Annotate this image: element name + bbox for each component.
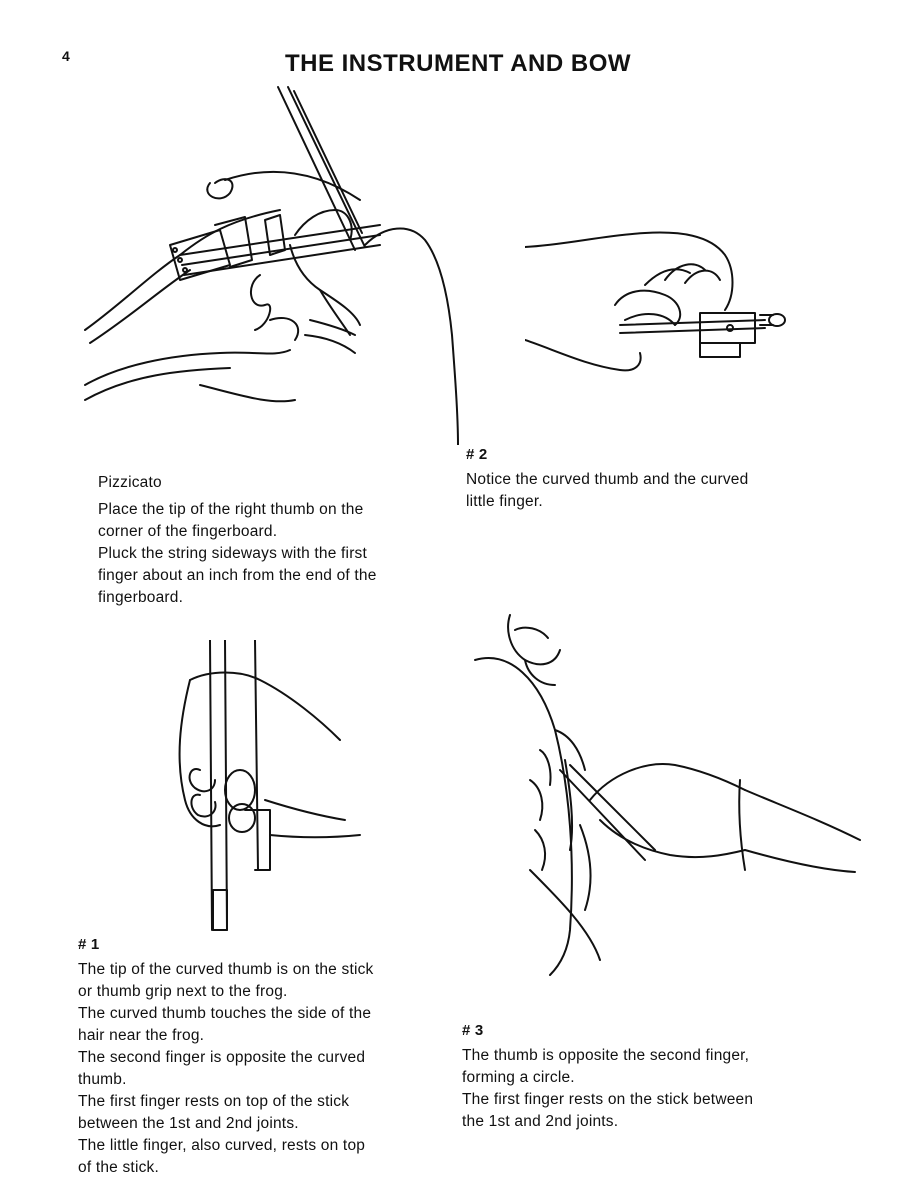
caption-line: thumb. xyxy=(78,1071,127,1088)
caption-3 xyxy=(462,1020,812,1133)
pizzicato-heading: Pizzicato xyxy=(98,474,162,491)
caption-line: between the 1st and 2nd joints. xyxy=(78,1115,299,1132)
caption-line: forming a circle. xyxy=(462,1069,575,1086)
pizzicato-line: fingerboard. xyxy=(98,589,184,606)
pizzicato-line: finger about an inch from the end of the xyxy=(98,567,377,584)
caption-line: The little finger, also curved, rests on top xyxy=(78,1137,366,1154)
caption-marker: # 3 xyxy=(462,1022,484,1039)
bow-hand-drawing-icon xyxy=(525,225,795,380)
caption-line: The thumb is opposite the second finger, xyxy=(462,1047,750,1064)
player-bowing-drawing-icon xyxy=(470,610,865,980)
caption-line: hair near the frog. xyxy=(78,1027,205,1044)
caption-1 xyxy=(78,934,428,1179)
caption-line: The second finger is opposite the curved xyxy=(78,1049,366,1066)
pizzicato-line: Pluck the string sideways with the first xyxy=(98,545,368,562)
caption-line: little finger. xyxy=(466,493,543,510)
page-number: 4 xyxy=(62,48,70,64)
caption-marker: # 2 xyxy=(466,446,488,463)
pizzicato-line: Place the tip of the right thumb on the xyxy=(98,501,364,518)
caption-line: the 1st and 2nd joints. xyxy=(462,1113,619,1130)
violin-pizzicato-drawing-icon xyxy=(80,85,460,445)
caption-line: Notice the curved thumb and the curved xyxy=(466,471,749,488)
caption-line: The first finger rests on the stick between xyxy=(462,1091,754,1108)
caption-line: The tip of the curved thumb is on the stick xyxy=(78,961,374,978)
caption-2 xyxy=(466,444,806,513)
bow-grip-front-drawing-icon xyxy=(170,640,370,940)
page-title: THE INSTRUMENT AND BOW xyxy=(284,50,632,77)
caption-line: of the stick. xyxy=(78,1159,159,1176)
caption-marker: # 1 xyxy=(78,936,100,953)
caption-line: The first finger rests on top of the stick xyxy=(78,1093,350,1110)
pizzicato-text xyxy=(98,472,438,609)
pizzicato-line: corner of the fingerboard. xyxy=(98,523,278,540)
caption-line: The curved thumb touches the side of the xyxy=(78,1005,372,1022)
caption-line: or thumb grip next to the frog. xyxy=(78,983,288,1000)
